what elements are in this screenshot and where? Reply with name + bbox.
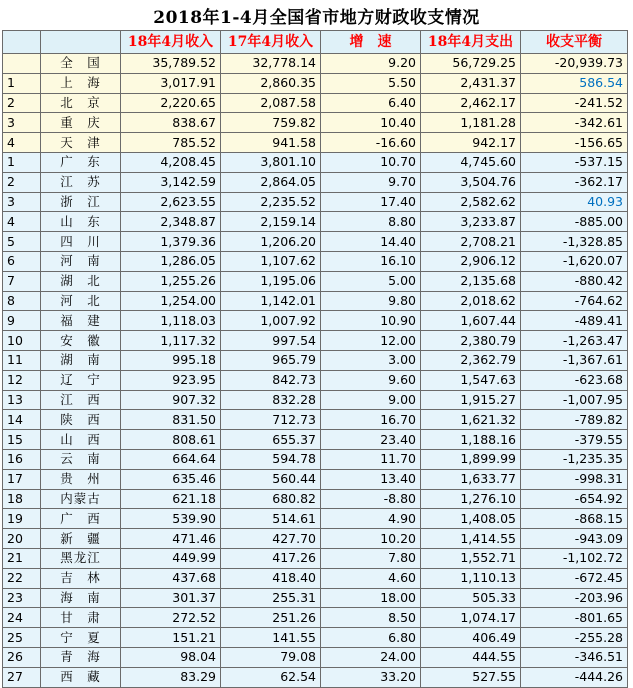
- rev18-cell[interactable]: 3,017.91: [121, 73, 221, 93]
- rank-cell[interactable]: 20: [3, 529, 41, 549]
- balance-cell[interactable]: -943.09: [521, 529, 628, 549]
- rank-cell[interactable]: 22: [3, 568, 41, 588]
- table-row: [3, 172, 628, 192]
- growth-cell[interactable]: 9.60: [321, 370, 421, 390]
- region-cell[interactable]: 广 东: [41, 152, 121, 172]
- balance-cell[interactable]: -623.68: [521, 370, 628, 390]
- rev18-cell[interactable]: 539.90: [121, 509, 221, 529]
- rev18-cell[interactable]: 3,142.59: [121, 172, 221, 192]
- rank-cell[interactable]: 17: [3, 469, 41, 489]
- table-row: [3, 489, 628, 509]
- table-row: [3, 350, 628, 370]
- region-cell[interactable]: 重 庆: [41, 113, 121, 133]
- growth-cell[interactable]: -8.80: [321, 489, 421, 509]
- exp18-cell[interactable]: 1,552.71: [421, 548, 521, 568]
- balance-cell[interactable]: -342.61: [521, 113, 628, 133]
- rev18-cell[interactable]: 4,208.45: [121, 152, 221, 172]
- rev18-cell[interactable]: 471.46: [121, 529, 221, 549]
- growth-cell[interactable]: 8.80: [321, 212, 421, 232]
- region-cell[interactable]: 吉 林: [41, 568, 121, 588]
- rank-cell[interactable]: 12: [3, 370, 41, 390]
- exp18-cell[interactable]: 3,233.87: [421, 212, 521, 232]
- rev17-cell[interactable]: 560.44: [221, 469, 321, 489]
- rank-cell[interactable]: 7: [3, 271, 41, 291]
- rev17-cell[interactable]: 32,778.14: [221, 54, 321, 74]
- balance-cell[interactable]: -998.31: [521, 469, 628, 489]
- region-cell[interactable]: 湖 北: [41, 271, 121, 291]
- header-region[interactable]: [41, 31, 121, 54]
- header-rank[interactable]: [3, 31, 41, 54]
- exp18-cell[interactable]: 2,362.79: [421, 350, 521, 370]
- header-exp18[interactable]: 18年4月支出: [421, 31, 521, 54]
- rev17-cell[interactable]: 594.78: [221, 449, 321, 469]
- balance-cell[interactable]: -255.28: [521, 628, 628, 648]
- rev17-cell[interactable]: 965.79: [221, 350, 321, 370]
- rank-cell[interactable]: 21: [3, 548, 41, 568]
- rev18-cell[interactable]: 83.29: [121, 667, 221, 687]
- table-row: [3, 588, 628, 608]
- balance-cell[interactable]: -764.62: [521, 291, 628, 311]
- rank-cell[interactable]: 11: [3, 350, 41, 370]
- rank-cell[interactable]: 18: [3, 489, 41, 509]
- growth-cell[interactable]: 6.40: [321, 93, 421, 113]
- rev18-cell[interactable]: 35,789.52: [121, 54, 221, 74]
- balance-cell[interactable]: -801.65: [521, 608, 628, 628]
- table-row: [3, 647, 628, 667]
- rev17-cell[interactable]: 1,107.62: [221, 251, 321, 271]
- rank-cell[interactable]: 3: [3, 113, 41, 133]
- growth-cell[interactable]: 10.20: [321, 529, 421, 549]
- rev17-cell[interactable]: 2,087.58: [221, 93, 321, 113]
- rev17-cell[interactable]: 1,206.20: [221, 232, 321, 252]
- rev17-cell[interactable]: 141.55: [221, 628, 321, 648]
- balance-cell[interactable]: -1,367.61: [521, 350, 628, 370]
- rev18-cell[interactable]: 831.50: [121, 410, 221, 430]
- rev17-cell[interactable]: 1,007.92: [221, 311, 321, 331]
- table-row: [3, 271, 628, 291]
- table-row: [3, 251, 628, 271]
- table-row: [3, 667, 628, 687]
- region-cell[interactable]: 福 建: [41, 311, 121, 331]
- exp18-cell[interactable]: 56,729.25: [421, 54, 521, 74]
- growth-cell[interactable]: 5.50: [321, 73, 421, 93]
- balance-cell[interactable]: -1,102.72: [521, 548, 628, 568]
- exp18-cell[interactable]: 1,915.27: [421, 390, 521, 410]
- rev17-cell[interactable]: 832.28: [221, 390, 321, 410]
- growth-cell[interactable]: 16.10: [321, 251, 421, 271]
- growth-cell[interactable]: 24.00: [321, 647, 421, 667]
- rank-cell[interactable]: 16: [3, 449, 41, 469]
- growth-cell[interactable]: 9.70: [321, 172, 421, 192]
- rev18-cell[interactable]: 2,220.65: [121, 93, 221, 113]
- rank-cell[interactable]: 24: [3, 608, 41, 628]
- growth-cell[interactable]: 17.40: [321, 192, 421, 212]
- rank-cell[interactable]: 19: [3, 509, 41, 529]
- region-cell[interactable]: 黑龙江: [41, 548, 121, 568]
- table-row: [3, 548, 628, 568]
- balance-cell[interactable]: -885.00: [521, 212, 628, 232]
- table-row: [3, 608, 628, 628]
- region-cell[interactable]: 江 苏: [41, 172, 121, 192]
- rank-cell[interactable]: 4: [3, 133, 41, 153]
- header-rev17[interactable]: 17年4月收入: [221, 31, 321, 54]
- region-cell[interactable]: 陕 西: [41, 410, 121, 430]
- rank-cell[interactable]: 14: [3, 410, 41, 430]
- region-cell[interactable]: 辽 宁: [41, 370, 121, 390]
- rev17-cell[interactable]: 941.58: [221, 133, 321, 153]
- table-row: [3, 370, 628, 390]
- exp18-cell[interactable]: 1,408.05: [421, 509, 521, 529]
- region-cell[interactable]: 浙 江: [41, 192, 121, 212]
- rev17-cell[interactable]: 2,860.35: [221, 73, 321, 93]
- balance-cell[interactable]: -789.82: [521, 410, 628, 430]
- exp18-cell[interactable]: 406.49: [421, 628, 521, 648]
- exp18-cell[interactable]: 1,633.77: [421, 469, 521, 489]
- rev18-cell[interactable]: 2,623.55: [121, 192, 221, 212]
- growth-cell[interactable]: 13.40: [321, 469, 421, 489]
- exp18-cell[interactable]: 1,414.55: [421, 529, 521, 549]
- region-cell[interactable]: 上 海: [41, 73, 121, 93]
- rev17-cell[interactable]: 427.70: [221, 529, 321, 549]
- rank-cell[interactable]: 5: [3, 232, 41, 252]
- exp18-cell[interactable]: 2,135.68: [421, 271, 521, 291]
- growth-cell[interactable]: -16.60: [321, 133, 421, 153]
- balance-cell[interactable]: -1,007.95: [521, 390, 628, 410]
- growth-cell[interactable]: 9.20: [321, 54, 421, 74]
- table-row: [3, 73, 628, 93]
- region-cell[interactable]: 宁 夏: [41, 628, 121, 648]
- table-row: [3, 430, 628, 450]
- growth-cell[interactable]: 23.40: [321, 430, 421, 450]
- rev17-cell[interactable]: 680.82: [221, 489, 321, 509]
- rev17-cell[interactable]: 759.82: [221, 113, 321, 133]
- rev17-cell[interactable]: 997.54: [221, 331, 321, 351]
- region-cell[interactable]: 内蒙古: [41, 489, 121, 509]
- region-cell[interactable]: 河 南: [41, 251, 121, 271]
- balance-cell[interactable]: -362.17: [521, 172, 628, 192]
- table-row: [3, 449, 628, 469]
- rev18-cell[interactable]: 151.21: [121, 628, 221, 648]
- rank-cell[interactable]: 27: [3, 667, 41, 687]
- rev18-cell[interactable]: 785.52: [121, 133, 221, 153]
- exp18-cell[interactable]: 2,582.62: [421, 192, 521, 212]
- rev18-cell[interactable]: 907.32: [121, 390, 221, 410]
- region-cell[interactable]: 湖 南: [41, 350, 121, 370]
- exp18-cell[interactable]: 2,708.21: [421, 232, 521, 252]
- table-row: [3, 54, 628, 74]
- balance-cell[interactable]: -203.96: [521, 588, 628, 608]
- balance-cell[interactable]: -1,328.85: [521, 232, 628, 252]
- header-row: [3, 31, 628, 54]
- region-cell[interactable]: 北 京: [41, 93, 121, 113]
- rank-cell[interactable]: 13: [3, 390, 41, 410]
- region-cell[interactable]: 全 国: [41, 54, 121, 74]
- rev17-cell[interactable]: 255.31: [221, 588, 321, 608]
- rev17-cell[interactable]: 842.73: [221, 370, 321, 390]
- rank-cell[interactable]: 23: [3, 588, 41, 608]
- rev18-cell[interactable]: 301.37: [121, 588, 221, 608]
- region-cell[interactable]: 青 海: [41, 647, 121, 667]
- region-cell[interactable]: 天 津: [41, 133, 121, 153]
- table-row: [3, 529, 628, 549]
- rev18-cell[interactable]: 272.52: [121, 608, 221, 628]
- header-rev18[interactable]: 18年4月收入: [121, 31, 221, 54]
- balance-cell[interactable]: -1,263.47: [521, 331, 628, 351]
- rank-cell[interactable]: 1: [3, 152, 41, 172]
- rev18-cell[interactable]: 923.95: [121, 370, 221, 390]
- table-row: [3, 93, 628, 113]
- rank-cell[interactable]: 9: [3, 311, 41, 331]
- balance-cell[interactable]: -1,620.07: [521, 251, 628, 271]
- rank-cell[interactable]: [3, 54, 41, 74]
- rev17-cell[interactable]: 1,195.06: [221, 271, 321, 291]
- table-row: [3, 390, 628, 410]
- rev17-cell[interactable]: 3,801.10: [221, 152, 321, 172]
- balance-cell[interactable]: -379.55: [521, 430, 628, 450]
- rev18-cell[interactable]: 98.04: [121, 647, 221, 667]
- rev18-cell[interactable]: 437.68: [121, 568, 221, 588]
- exp18-cell[interactable]: 505.33: [421, 588, 521, 608]
- growth-cell[interactable]: 9.80: [321, 291, 421, 311]
- table-row: [3, 311, 628, 331]
- table-row: [3, 331, 628, 351]
- growth-cell[interactable]: 4.90: [321, 509, 421, 529]
- rev17-cell[interactable]: 712.73: [221, 410, 321, 430]
- rev17-cell[interactable]: 655.37: [221, 430, 321, 450]
- region-cell[interactable]: 海 南: [41, 588, 121, 608]
- growth-cell[interactable]: 10.40: [321, 113, 421, 133]
- table-row: [3, 291, 628, 311]
- exp18-cell[interactable]: 1,547.63: [421, 370, 521, 390]
- rank-cell[interactable]: 10: [3, 331, 41, 351]
- growth-cell[interactable]: 4.60: [321, 568, 421, 588]
- table-row: [3, 192, 628, 212]
- rank-cell[interactable]: 4: [3, 212, 41, 232]
- balance-cell[interactable]: -346.51: [521, 647, 628, 667]
- exp18-cell[interactable]: 2,906.12: [421, 251, 521, 271]
- rev17-cell[interactable]: 62.54: [221, 667, 321, 687]
- exp18-cell[interactable]: 1,621.32: [421, 410, 521, 430]
- balance-cell[interactable]: 40.93: [521, 192, 628, 212]
- exp18-cell[interactable]: 3,504.76: [421, 172, 521, 192]
- rev18-cell[interactable]: 808.61: [121, 430, 221, 450]
- rev17-cell[interactable]: 251.26: [221, 608, 321, 628]
- exp18-cell[interactable]: 1,276.10: [421, 489, 521, 509]
- table-row: [3, 232, 628, 252]
- table-row: [3, 568, 628, 588]
- exp18-cell[interactable]: 527.55: [421, 667, 521, 687]
- region-cell[interactable]: 甘 肃: [41, 608, 121, 628]
- exp18-cell[interactable]: 1,188.16: [421, 430, 521, 450]
- table-row: [3, 509, 628, 529]
- rev18-cell[interactable]: 995.18: [121, 350, 221, 370]
- growth-cell[interactable]: 12.00: [321, 331, 421, 351]
- rev18-cell[interactable]: 449.99: [121, 548, 221, 568]
- rev17-cell[interactable]: 2,864.05: [221, 172, 321, 192]
- rev18-cell[interactable]: 838.67: [121, 113, 221, 133]
- rev18-cell[interactable]: 1,286.05: [121, 251, 221, 271]
- rank-cell[interactable]: 3: [3, 192, 41, 212]
- rev18-cell[interactable]: 635.46: [121, 469, 221, 489]
- balance-cell[interactable]: -1,235.35: [521, 449, 628, 469]
- rev18-cell[interactable]: 1,379.36: [121, 232, 221, 252]
- region-cell[interactable]: 四 川: [41, 232, 121, 252]
- exp18-cell[interactable]: 942.17: [421, 133, 521, 153]
- rev17-cell[interactable]: 2,235.52: [221, 192, 321, 212]
- rank-cell[interactable]: 15: [3, 430, 41, 450]
- region-cell[interactable]: 河 北: [41, 291, 121, 311]
- header-balance[interactable]: 收支平衡: [521, 31, 628, 54]
- table-row: [3, 133, 628, 153]
- balance-cell[interactable]: -241.52: [521, 93, 628, 113]
- rev18-cell[interactable]: 664.64: [121, 449, 221, 469]
- rev17-cell[interactable]: 2,159.14: [221, 212, 321, 232]
- growth-cell[interactable]: 6.80: [321, 628, 421, 648]
- balance-cell[interactable]: -444.26: [521, 667, 628, 687]
- exp18-cell[interactable]: 1,074.17: [421, 608, 521, 628]
- growth-cell[interactable]: 7.80: [321, 548, 421, 568]
- exp18-cell[interactable]: 1,181.28: [421, 113, 521, 133]
- region-cell[interactable]: 贵 州: [41, 469, 121, 489]
- exp18-cell[interactable]: 2,380.79: [421, 331, 521, 351]
- balance-cell[interactable]: -868.15: [521, 509, 628, 529]
- rev18-cell[interactable]: 1,118.03: [121, 311, 221, 331]
- rank-cell[interactable]: 2: [3, 172, 41, 192]
- balance-cell[interactable]: -654.92: [521, 489, 628, 509]
- balance-cell[interactable]: 586.54: [521, 73, 628, 93]
- growth-cell[interactable]: 10.90: [321, 311, 421, 331]
- rev17-cell[interactable]: 418.40: [221, 568, 321, 588]
- growth-cell[interactable]: 18.00: [321, 588, 421, 608]
- balance-cell[interactable]: -672.45: [521, 568, 628, 588]
- growth-cell[interactable]: 3.00: [321, 350, 421, 370]
- rev18-cell[interactable]: 621.18: [121, 489, 221, 509]
- table-row: [3, 469, 628, 489]
- growth-cell[interactable]: 10.70: [321, 152, 421, 172]
- rank-cell[interactable]: 26: [3, 647, 41, 667]
- table-row: [3, 628, 628, 648]
- rev17-cell[interactable]: 514.61: [221, 509, 321, 529]
- region-cell[interactable]: 云 南: [41, 449, 121, 469]
- region-cell[interactable]: 山 东: [41, 212, 121, 232]
- balance-cell[interactable]: -156.65: [521, 133, 628, 153]
- rank-cell[interactable]: 2: [3, 93, 41, 113]
- rev17-cell[interactable]: 417.26: [221, 548, 321, 568]
- exp18-cell[interactable]: 2,431.37: [421, 73, 521, 93]
- growth-cell[interactable]: 8.50: [321, 608, 421, 628]
- table-row: [3, 410, 628, 430]
- balance-cell[interactable]: -537.15: [521, 152, 628, 172]
- growth-cell[interactable]: 11.70: [321, 449, 421, 469]
- rev18-cell[interactable]: 1,255.26: [121, 271, 221, 291]
- balance-cell[interactable]: -880.42: [521, 271, 628, 291]
- balance-cell[interactable]: -489.41: [521, 311, 628, 331]
- rev17-cell[interactable]: 79.08: [221, 647, 321, 667]
- table-title: 2018年1-4月全国省市地方财政收支情况: [153, 7, 480, 28]
- region-cell[interactable]: 安 徽: [41, 331, 121, 351]
- table-row: [3, 152, 628, 172]
- region-cell[interactable]: 江 西: [41, 390, 121, 410]
- exp18-cell[interactable]: 2,018.62: [421, 291, 521, 311]
- rank-cell[interactable]: 6: [3, 251, 41, 271]
- header-growth[interactable]: 增 速: [321, 31, 421, 54]
- region-cell[interactable]: 广 西: [41, 509, 121, 529]
- rank-cell[interactable]: 25: [3, 628, 41, 648]
- table-row: [3, 113, 628, 133]
- exp18-cell[interactable]: 4,745.60: [421, 152, 521, 172]
- exp18-cell[interactable]: 2,462.17: [421, 93, 521, 113]
- rev18-cell[interactable]: 2,348.87: [121, 212, 221, 232]
- region-cell[interactable]: 山 西: [41, 430, 121, 450]
- region-cell[interactable]: 西 藏: [41, 667, 121, 687]
- rank-cell[interactable]: 1: [3, 73, 41, 93]
- rev17-cell[interactable]: 1,142.01: [221, 291, 321, 311]
- exp18-cell[interactable]: 444.55: [421, 647, 521, 667]
- rank-cell[interactable]: 8: [3, 291, 41, 311]
- growth-cell[interactable]: 5.00: [321, 271, 421, 291]
- table-row: [3, 212, 628, 232]
- growth-cell[interactable]: 16.70: [321, 410, 421, 430]
- exp18-cell[interactable]: 1,607.44: [421, 311, 521, 331]
- balance-cell[interactable]: -20,939.73: [521, 54, 628, 74]
- rev18-cell[interactable]: 1,117.32: [121, 331, 221, 351]
- growth-cell[interactable]: 33.20: [321, 667, 421, 687]
- region-cell[interactable]: 新 疆: [41, 529, 121, 549]
- growth-cell[interactable]: 14.40: [321, 232, 421, 252]
- finance-table: [2, 30, 628, 688]
- growth-cell[interactable]: 9.00: [321, 390, 421, 410]
- exp18-cell[interactable]: 1,110.13: [421, 568, 521, 588]
- exp18-cell[interactable]: 1,899.99: [421, 449, 521, 469]
- rev18-cell[interactable]: 1,254.00: [121, 291, 221, 311]
